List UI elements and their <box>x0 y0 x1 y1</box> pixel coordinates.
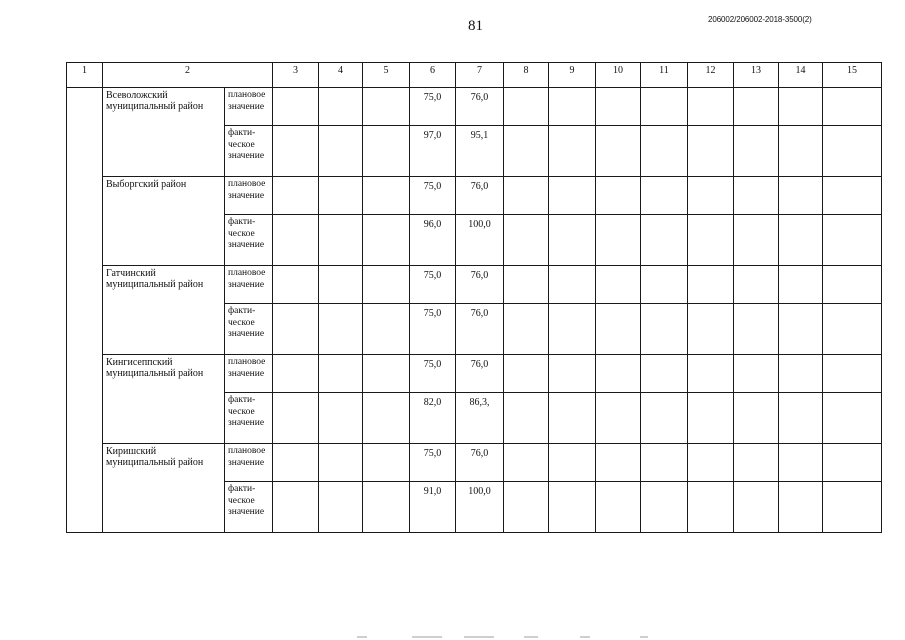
empty-cell <box>734 444 779 482</box>
region-name: Всеволожский муниципальный район <box>106 90 204 112</box>
empty-cell <box>641 215 688 266</box>
empty-cell <box>319 177 363 215</box>
empty-cell <box>823 482 882 533</box>
empty-cell <box>734 393 779 444</box>
planned-value-label: плановое значение <box>225 355 273 393</box>
empty-cell <box>641 393 688 444</box>
header-cell: 4 <box>319 63 363 88</box>
header-cell: 13 <box>734 63 779 88</box>
empty-cell <box>688 482 734 533</box>
empty-cell <box>688 215 734 266</box>
value-cell-col6: 75,0 <box>410 266 456 304</box>
value-cell-col6: 75,0 <box>410 177 456 215</box>
region-name: Гатчинский муниципальный район <box>106 268 204 290</box>
empty-cell <box>273 444 319 482</box>
empty-cell <box>779 355 823 393</box>
empty-cell <box>823 215 882 266</box>
table-row <box>67 355 882 393</box>
empty-cell <box>363 88 410 126</box>
empty-cell <box>363 355 410 393</box>
empty-cell <box>549 393 596 444</box>
empty-cell <box>779 266 823 304</box>
value-cell-col7: 76,0 <box>456 444 504 482</box>
region-name-cell <box>103 177 225 266</box>
header-cell: 12 <box>688 63 734 88</box>
empty-cell <box>641 482 688 533</box>
value-cell-col7: 86,3, <box>456 393 504 444</box>
actual-value-label: факти-ческое значение <box>225 393 273 444</box>
table-row <box>67 444 882 482</box>
table-row <box>67 88 882 126</box>
empty-cell <box>596 126 641 177</box>
empty-cell <box>549 355 596 393</box>
value-cell-col7: 95,1 <box>456 126 504 177</box>
empty-cell <box>273 304 319 355</box>
empty-cell <box>549 482 596 533</box>
empty-cell <box>363 215 410 266</box>
empty-cell <box>779 177 823 215</box>
empty-cell <box>363 126 410 177</box>
value-cell-col7: 100,0 <box>456 215 504 266</box>
empty-cell <box>734 126 779 177</box>
empty-cell <box>363 393 410 444</box>
empty-cell <box>779 444 823 482</box>
empty-cell <box>734 88 779 126</box>
planned-value-label: плановое значение <box>225 177 273 215</box>
empty-cell <box>273 88 319 126</box>
empty-cell <box>596 355 641 393</box>
empty-cell <box>734 266 779 304</box>
empty-cell <box>641 177 688 215</box>
empty-cell <box>823 177 882 215</box>
region-name: Выборгский район <box>106 179 187 190</box>
empty-cell <box>363 177 410 215</box>
empty-cell <box>549 126 596 177</box>
scan-artifact <box>524 636 538 638</box>
empty-cell <box>596 444 641 482</box>
empty-cell <box>549 304 596 355</box>
region-name: Кингисеппский муниципальный район <box>106 357 204 379</box>
empty-cell <box>641 444 688 482</box>
empty-cell <box>363 444 410 482</box>
empty-cell <box>779 88 823 126</box>
empty-cell <box>823 126 882 177</box>
actual-value-label: факти-ческое значение <box>225 304 273 355</box>
empty-cell <box>641 126 688 177</box>
value-cell-col6: 96,0 <box>410 215 456 266</box>
value-cell-col7: 76,0 <box>456 177 504 215</box>
empty-cell <box>273 126 319 177</box>
scan-artifact <box>357 636 367 638</box>
page-number: 81 <box>468 18 483 34</box>
empty-cell <box>549 444 596 482</box>
row-number-cell <box>67 88 103 533</box>
scan-artifact <box>464 636 494 638</box>
table-row <box>67 177 882 215</box>
empty-cell <box>641 266 688 304</box>
empty-cell <box>823 266 882 304</box>
empty-cell <box>273 215 319 266</box>
region-name: Киришский муниципальный район <box>106 446 204 468</box>
scan-artifact <box>412 636 442 638</box>
empty-cell <box>319 393 363 444</box>
empty-cell <box>823 444 882 482</box>
empty-cell <box>596 482 641 533</box>
empty-cell <box>688 355 734 393</box>
empty-cell <box>549 215 596 266</box>
empty-cell <box>363 482 410 533</box>
header-cell: 8 <box>504 63 549 88</box>
empty-cell <box>596 88 641 126</box>
header-cell: 9 <box>549 63 596 88</box>
empty-cell <box>273 177 319 215</box>
empty-cell <box>734 355 779 393</box>
empty-cell <box>688 177 734 215</box>
region-name-cell <box>103 355 225 444</box>
empty-cell <box>688 126 734 177</box>
empty-cell <box>319 215 363 266</box>
table-body <box>67 88 882 533</box>
empty-cell <box>779 126 823 177</box>
empty-cell <box>734 215 779 266</box>
header-cell: 14 <box>779 63 823 88</box>
value-cell-col6: 75,0 <box>410 304 456 355</box>
value-cell-col7: 76,0 <box>456 304 504 355</box>
empty-cell <box>549 177 596 215</box>
header-cell: 1 <box>67 63 103 88</box>
empty-cell <box>504 88 549 126</box>
empty-cell <box>504 266 549 304</box>
indicator-table-wrapper <box>66 62 882 533</box>
empty-cell <box>549 88 596 126</box>
empty-cell <box>504 393 549 444</box>
empty-cell <box>596 177 641 215</box>
actual-value-label: факти-ческое значение <box>225 482 273 533</box>
value-cell-col6: 97,0 <box>410 126 456 177</box>
document-code: 206002/206002-2018-3500(2) <box>708 15 812 24</box>
header-cell: 3 <box>273 63 319 88</box>
empty-cell <box>504 355 549 393</box>
empty-cell <box>504 126 549 177</box>
header-cell: 2 <box>103 63 273 88</box>
empty-cell <box>823 393 882 444</box>
empty-cell <box>688 444 734 482</box>
region-name-cell <box>103 266 225 355</box>
empty-cell <box>596 266 641 304</box>
value-cell-col7: 76,0 <box>456 355 504 393</box>
empty-cell <box>504 177 549 215</box>
empty-cell <box>779 482 823 533</box>
empty-cell <box>641 304 688 355</box>
empty-cell <box>596 393 641 444</box>
empty-cell <box>363 304 410 355</box>
empty-cell <box>688 304 734 355</box>
header-cell: 7 <box>456 63 504 88</box>
empty-cell <box>596 215 641 266</box>
region-name-cell <box>103 444 225 533</box>
actual-value-label: факти-ческое значение <box>225 215 273 266</box>
empty-cell <box>273 355 319 393</box>
empty-cell <box>641 355 688 393</box>
value-cell-col6: 91,0 <box>410 482 456 533</box>
empty-cell <box>596 304 641 355</box>
empty-cell <box>273 393 319 444</box>
scan-artifact <box>640 636 648 638</box>
empty-cell <box>504 444 549 482</box>
header-cell: 6 <box>410 63 456 88</box>
empty-cell <box>823 88 882 126</box>
empty-cell <box>319 355 363 393</box>
header-cell: 15 <box>823 63 882 88</box>
region-name-cell <box>103 88 225 177</box>
actual-value-label: факти-ческое значение <box>225 126 273 177</box>
empty-cell <box>823 355 882 393</box>
empty-cell <box>273 266 319 304</box>
empty-cell <box>734 482 779 533</box>
header-cell: 11 <box>641 63 688 88</box>
empty-cell <box>688 88 734 126</box>
empty-cell <box>734 304 779 355</box>
header-cell: 10 <box>596 63 641 88</box>
scan-artifact <box>580 636 590 638</box>
empty-cell <box>641 88 688 126</box>
empty-cell <box>779 393 823 444</box>
header-cell: 5 <box>363 63 410 88</box>
value-cell-col7: 76,0 <box>456 266 504 304</box>
indicator-table <box>66 62 882 533</box>
value-cell-col6: 82,0 <box>410 393 456 444</box>
value-cell-col6: 75,0 <box>410 355 456 393</box>
empty-cell <box>504 482 549 533</box>
empty-cell <box>319 304 363 355</box>
empty-cell <box>319 444 363 482</box>
value-cell-col6: 75,0 <box>410 444 456 482</box>
empty-cell <box>779 304 823 355</box>
empty-cell <box>504 304 549 355</box>
empty-cell <box>273 482 319 533</box>
empty-cell <box>319 266 363 304</box>
empty-cell <box>319 482 363 533</box>
empty-cell <box>823 304 882 355</box>
empty-cell <box>319 126 363 177</box>
table-row <box>67 266 882 304</box>
empty-cell <box>504 215 549 266</box>
empty-cell <box>734 177 779 215</box>
empty-cell <box>779 215 823 266</box>
value-cell-col6: 75,0 <box>410 88 456 126</box>
empty-cell <box>319 88 363 126</box>
planned-value-label: плановое значение <box>225 266 273 304</box>
empty-cell <box>363 266 410 304</box>
header-row <box>67 63 882 88</box>
empty-cell <box>688 266 734 304</box>
planned-value-label: плановое значение <box>225 444 273 482</box>
empty-cell <box>549 266 596 304</box>
value-cell-col7: 100,0 <box>456 482 504 533</box>
planned-value-label: плановое значение <box>225 88 273 126</box>
value-cell-col7: 76,0 <box>456 88 504 126</box>
empty-cell <box>688 393 734 444</box>
